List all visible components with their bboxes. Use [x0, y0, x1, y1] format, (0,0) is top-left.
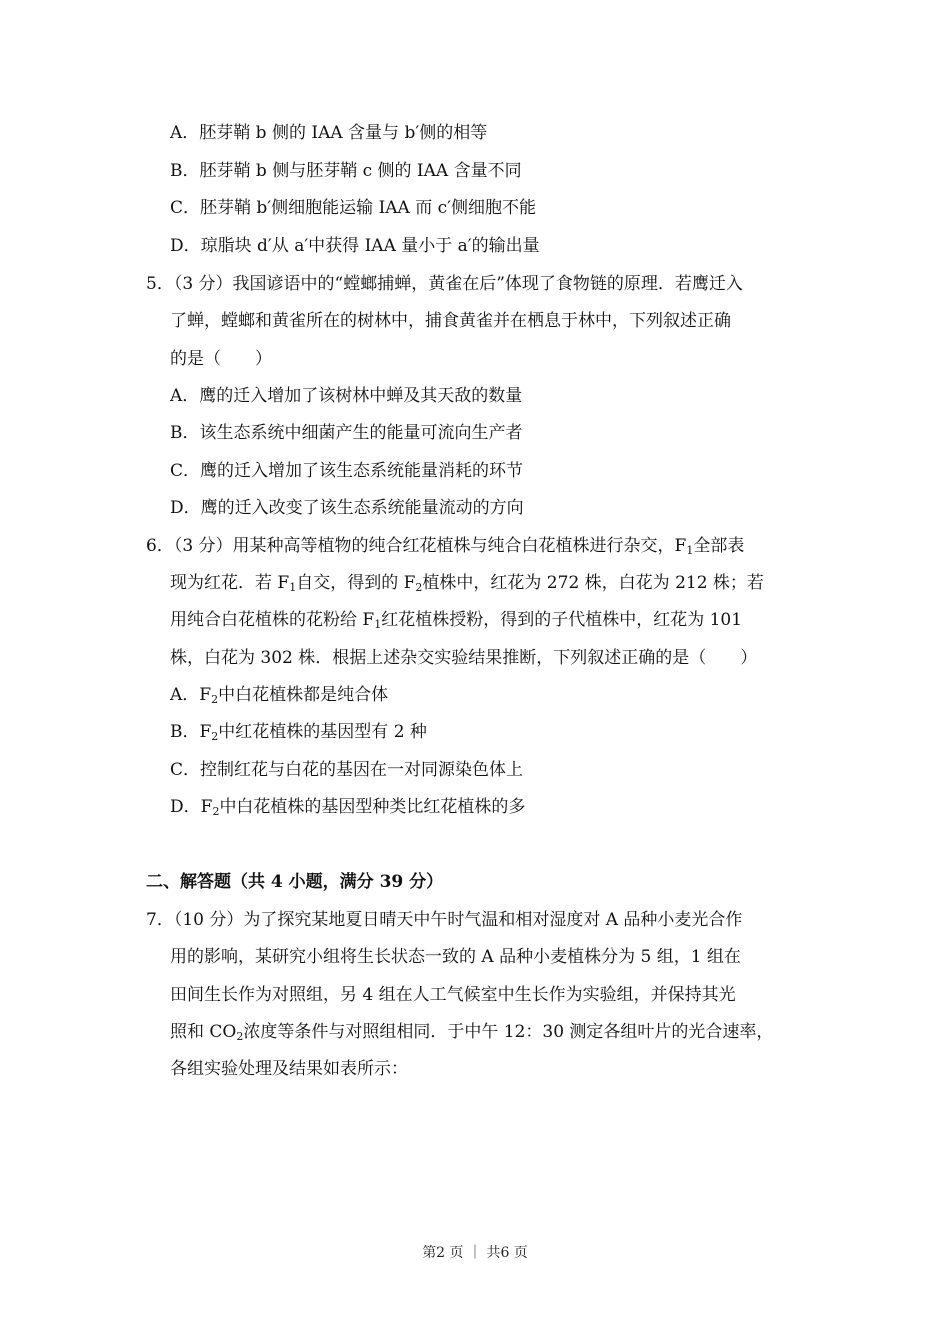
q6-stem-line-4: 株，白花为 302 株．根据上述杂交实验结果推断，下列叙述正确的是（ ） [170, 648, 758, 668]
q5-stem-line-3: 的是（ ） [170, 349, 272, 369]
q4-option-d: D．琼脂块 d′从 a′中获得 IAA 量小于 a′的输出量 [170, 236, 540, 256]
q7-stem-line-2: 用的影响，某研究小组将生长状态一致的 A 品种小麦植株分为 5 组，1 组在 [170, 947, 741, 967]
q6-option-c: C．控制红花与白花的基因在一对同源染色体上 [170, 760, 524, 780]
q7-stem-line-5: 各组实验处理及结果如表所示： [170, 1059, 408, 1079]
q7-stem-line-1: 7．（10 分）为了探究某地夏日晴天中午时气温和相对湿度对 A 品种小麦光合作 [146, 910, 743, 930]
q6-option-d: D．$F_2$中白花植株的基因型种类比红花植株的多 [170, 797, 526, 818]
q4-option-b: B．胚芽鞘 b 侧与胚芽鞘 c 侧的 IAA 含量不同 [170, 161, 522, 181]
q6-stem-line-2: 现为红花．若 $F_1$自交，得到的 $F_2$植株中，红花为 272 株，白花为 212 株；若 [170, 573, 764, 594]
q4-option-c: C．胚芽鞘 b′侧细胞能运输 IAA 而 c′侧细胞不能 [170, 198, 537, 218]
q5-option-b: B．该生态系统中细菌产生的能量可流向生产者 [170, 423, 523, 443]
q5-option-a: A．鹰的迁入增加了该树林中蝉及其天敌的数量 [170, 386, 523, 406]
page-footer: 第2 页 ｜ 共6 页 [422, 1245, 528, 1261]
q6-option-b: B．$F_2$中红花植株的基因型有 2 种 [170, 722, 427, 743]
q6-stem-line-1: 6．（3 分）用某种高等植物的纯合红花植株与纯合白花植株进行杂交，$F_1$全部表 [146, 536, 745, 557]
q5-stem-line-2: 了蝉，螳螂和黄雀所在的树林中，捕食黄雀并在栖息于林中，下列叙述正确 [170, 311, 731, 331]
q7-stem-line-3: 田间生长作为对照组，另 4 组在人工气候室中生长作为实验组，并保持其光 [170, 985, 736, 1005]
section-heading: 二、解答题（共 4 小题，满分 39 分） [146, 872, 444, 892]
q7-stem-line-4: 照和 $CO_2$浓度等条件与对照组相同．于中午 12：30 测定各组叶片的光合速率， [170, 1022, 774, 1043]
q6-stem-line-3: 用纯合白花植株的花粉给 $F_1$红花植株授粉，得到的子代植株中，红花为 101 [170, 610, 743, 631]
q4-option-a: A．胚芽鞘 b 侧的 IAA 含量与 b′侧的相等 [170, 123, 488, 143]
q5-option-d: D．鹰的迁入改变了该生态系统能量流动的方向 [170, 498, 524, 518]
q5-option-c: C．鹰的迁入增加了该生态系统能量消耗的环节 [170, 461, 524, 481]
q5-stem-line-1: 5．（3 分）我国谚语中的“螳螂捕蝉，黄雀在后”体现了食物链的原理．若鹰迁入 [146, 274, 743, 294]
q6-option-a: A．$F_2$中白花植株都是纯合体 [170, 685, 389, 706]
